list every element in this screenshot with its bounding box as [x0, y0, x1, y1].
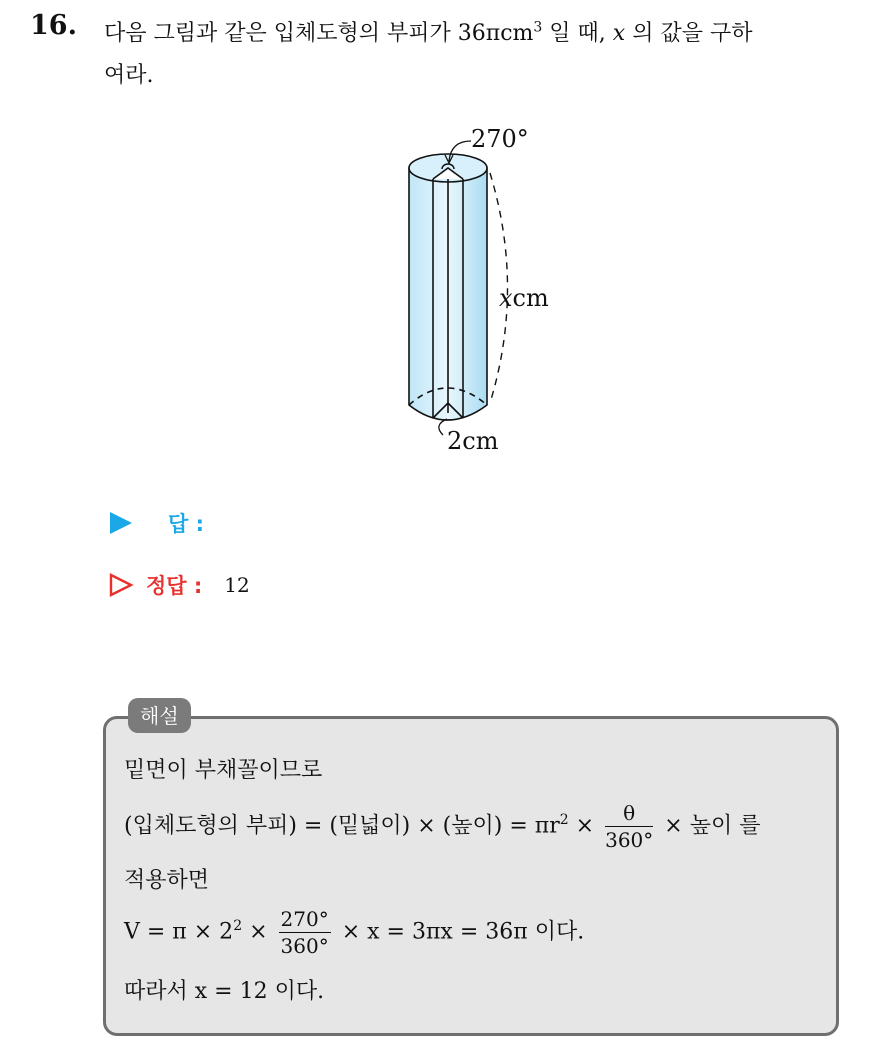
solution-line-4 — [124, 906, 584, 959]
question-text-part: 의 값을 구하 — [625, 21, 753, 46]
height-label — [499, 284, 549, 312]
correct-answer-value: 12 — [224, 573, 250, 597]
denominator: 360° — [280, 934, 329, 958]
question-text-part: 일 때, — [542, 21, 613, 46]
volume-value: 36πcm — [457, 21, 534, 46]
question-text — [104, 13, 874, 97]
question-line-1 — [104, 13, 874, 55]
correct-answer-label: 정답 : — [146, 574, 203, 598]
fraction — [605, 800, 653, 853]
play-outline-icon — [108, 572, 134, 598]
answer-label: 답 : — [168, 512, 204, 536]
height-variable: x — [499, 284, 513, 312]
solution-text: V = π × 2 — [124, 919, 234, 945]
solution-line-3: 적용하면 — [124, 868, 210, 893]
denominator: 360° — [605, 828, 654, 852]
numerator: θ — [605, 800, 653, 827]
question-text-part: 다음 그림과 같은 입체도형의 부피가 — [104, 21, 458, 46]
play-icon — [108, 510, 134, 536]
solution-text: × 높이 를 — [657, 813, 761, 839]
solution-tag: 해설 — [128, 698, 191, 733]
solution-text: × x = 3πx = 36π 이다. — [334, 919, 585, 945]
height-unit: cm — [512, 284, 549, 312]
exponent: 2 — [233, 918, 243, 935]
fraction — [279, 906, 331, 959]
solid-figure — [395, 113, 565, 463]
radius-label: 2cm — [447, 427, 499, 455]
exponent: 2 — [559, 812, 569, 829]
solution-text: × — [568, 813, 602, 839]
angle-label: 270° — [471, 125, 529, 153]
answer-row — [108, 508, 204, 538]
question-line-2: 여라. — [104, 63, 154, 88]
solution-line-2 — [124, 800, 760, 853]
variable-x: x — [612, 21, 626, 46]
solution-line-1: 밑면이 부채꼴이므로 — [124, 758, 323, 783]
numerator: 270° — [280, 907, 329, 931]
solution-text: × — [242, 919, 275, 945]
question-number: 16. — [30, 10, 77, 41]
solution-line-5: 따라서 x = 12 이다. — [124, 979, 325, 1004]
correct-answer-row — [108, 570, 250, 600]
solution-text: (입체도형의 부피) = (밑넓이) × (높이) = πr — [124, 813, 560, 839]
volume-exponent: 3 — [533, 19, 543, 36]
